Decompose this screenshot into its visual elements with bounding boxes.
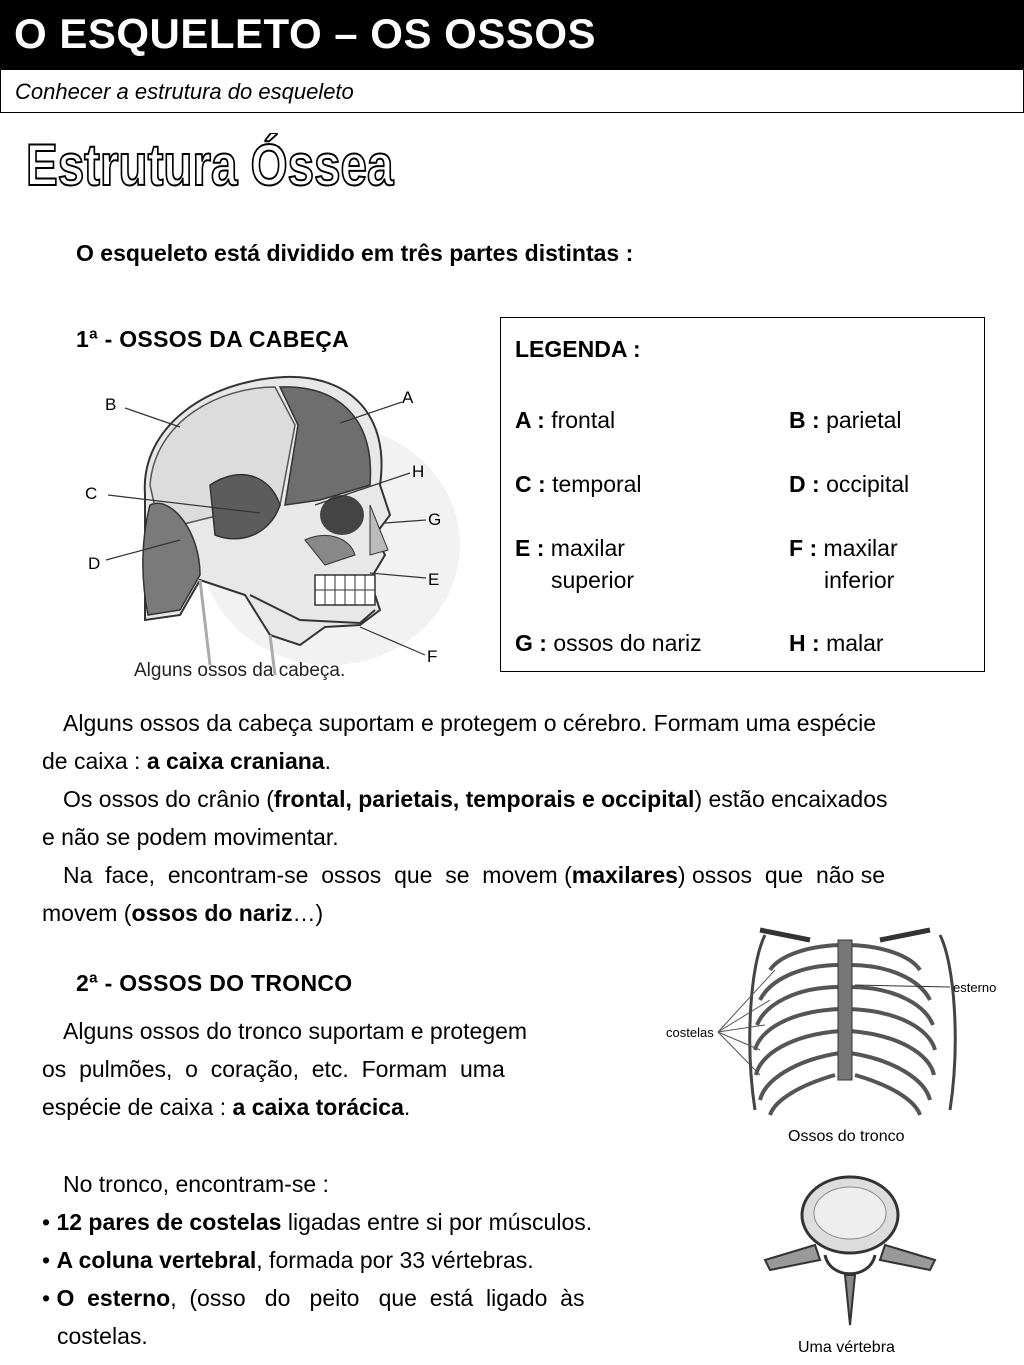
legend-box — [500, 317, 985, 672]
legend-item: H : malar — [789, 630, 884, 656]
legend-title: LEGENDA : — [515, 336, 641, 362]
paragraph-line: Os ossos do crânio (frontal, parietais, temporais e occipital) estão encaixados — [63, 786, 888, 812]
skull-label-b: B — [105, 395, 117, 414]
section2-title: 2ª - OSSOS DO TRONCO — [76, 970, 353, 996]
paragraph-line: os pulmões, o coração, etc. Formam uma — [42, 1056, 505, 1082]
section-heading: Estrutura Óssea — [26, 133, 394, 198]
skull-label-e: E — [428, 570, 440, 589]
legend-item: G : ossos do nariz — [515, 630, 702, 656]
page-title: O ESQUELETO – OS OSSOS — [14, 10, 597, 57]
skull-label-c: C — [85, 484, 98, 503]
skull-label-g: G — [428, 510, 442, 529]
paragraph-line: de caixa : a caixa craniana. — [42, 748, 331, 774]
paragraph-line: Na face, encontram-se ossos que se movem (maxilares) ossos que não se — [63, 862, 886, 888]
skull-label-d: D — [88, 554, 101, 573]
subtitle-box — [0, 70, 1024, 113]
legend-item: A : frontal — [515, 407, 616, 433]
bullet-item-cont: costelas. — [57, 1323, 148, 1349]
trunk-caption: Ossos do tronco — [788, 1128, 905, 1145]
paragraph-line: e não se podem movimentar. — [42, 824, 339, 850]
label-esterno: esterno — [953, 980, 997, 995]
label-costelas: costelas — [666, 1025, 714, 1040]
legend-item-cont: inferior — [824, 567, 895, 593]
skull-caption: Alguns ossos da cabeça. — [134, 660, 346, 681]
intro-text: O esqueleto está dividido em três partes distintas : — [76, 240, 634, 266]
skull-illustration — [70, 365, 470, 695]
paragraph-line: Alguns ossos do tronco suportam e protegem — [63, 1018, 528, 1044]
paragraph-line: Alguns ossos da cabeça suportam e protegem o cérebro. Formam uma espécie — [63, 710, 877, 736]
vertebra-caption: Uma vértebra — [798, 1339, 895, 1356]
bullet-item: • A coluna vertebral, formada por 33 vértebras. — [42, 1247, 534, 1273]
legend-item: C : temporal — [515, 471, 642, 497]
skull-label-f: F — [427, 647, 438, 666]
bullet-item: • O esterno, (osso do peito que está ligado às — [42, 1285, 585, 1311]
vertebra-illustration — [750, 1165, 950, 1365]
legend-item: B : parietal — [789, 407, 902, 433]
skull-label-a: A — [402, 388, 414, 407]
skull-label-h: H — [412, 462, 425, 481]
paragraph-line: movem (ossos do nariz…) — [42, 900, 324, 926]
paragraph-line: No tronco, encontram-se : — [63, 1171, 329, 1197]
legend-item: E : maxilar — [515, 535, 625, 561]
bullet-item: • 12 pares de costelas ligadas entre si por músculos. — [42, 1209, 593, 1235]
title-bar — [0, 0, 1024, 70]
ribcage-illustration — [660, 925, 1010, 1155]
legend-item: D : occipital — [789, 471, 910, 497]
page-subtitle: Conhecer a estrutura do esqueleto — [15, 79, 354, 104]
legend-item-cont: superior — [551, 567, 635, 593]
legend-item: F : maxilar — [789, 535, 898, 561]
paragraph-line: espécie de caixa : a caixa torácica. — [42, 1094, 411, 1120]
section1-title: 1ª - OSSOS DA CABEÇA — [76, 326, 350, 352]
